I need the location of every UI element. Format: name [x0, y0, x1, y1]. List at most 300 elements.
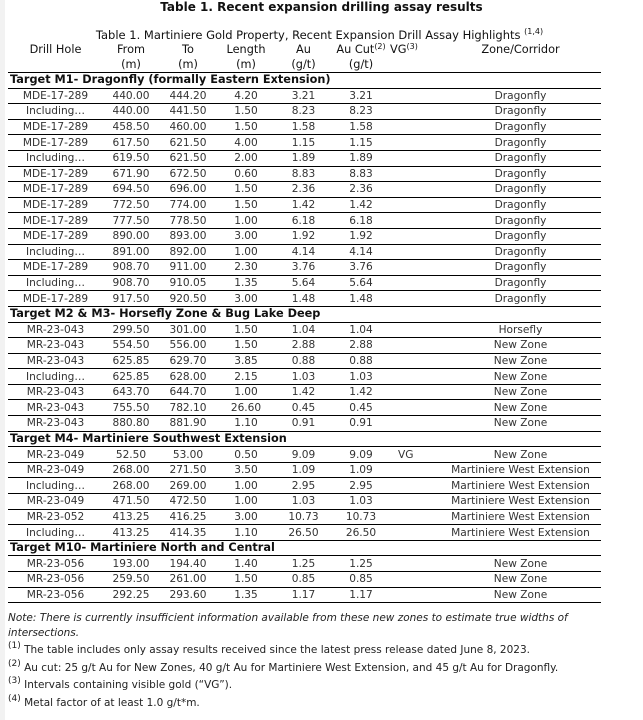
cell-au: 0.85 — [275, 572, 332, 588]
header-row-units — [8, 57, 601, 73]
page-title: Table 1. Recent expansion drilling assay results — [160, 0, 483, 14]
cell-au: 1.58 — [275, 119, 332, 135]
cell-to: 556.00 — [159, 338, 217, 354]
cell-au: 2.95 — [275, 478, 332, 494]
cell-au-cut: 2.95 — [332, 478, 390, 494]
cell-zone: Martiniere West Extension — [440, 509, 601, 525]
au-cut-label: Au Cut — [336, 43, 375, 56]
cell-length: 3.00 — [217, 509, 275, 525]
cell-to: 271.50 — [159, 462, 217, 478]
cell-to: 774.00 — [159, 197, 217, 213]
cell-zone: Dragonfly — [440, 104, 601, 120]
cell-au-cut: 0.91 — [332, 416, 390, 432]
cell-length: 1.00 — [217, 213, 275, 229]
cell-length: 0.60 — [217, 166, 275, 182]
cell-zone: Dragonfly — [440, 135, 601, 151]
cell-au: 26.50 — [275, 525, 332, 541]
footnote-2 — [8, 658, 638, 676]
cell-drill-hole: MR-23-049 — [8, 494, 103, 510]
cell-au: 3.76 — [275, 260, 332, 276]
cell-length: 1.50 — [217, 182, 275, 198]
cell-from: 643.70 — [103, 384, 159, 400]
cell-zone: New Zone — [440, 416, 601, 432]
col-header-to: To — [182, 43, 194, 56]
table-row — [8, 322, 601, 338]
cell-drill-hole: MR-23-056 — [8, 572, 103, 588]
cell-au-cut: 1.15 — [332, 135, 390, 151]
cell-vg — [390, 369, 440, 385]
footnote-text: Intervals containing visible gold (“VG”). — [24, 679, 233, 691]
cell-vg — [390, 150, 440, 166]
cell-au-cut: 1.48 — [332, 291, 390, 307]
cell-au: 8.23 — [275, 104, 332, 120]
vg-sup: (3) — [406, 42, 418, 51]
cell-au-cut: 3.76 — [332, 260, 390, 276]
cell-zone: Dragonfly — [440, 228, 601, 244]
cell-to: 441.50 — [159, 104, 217, 120]
cell-from: 52.50 — [103, 447, 159, 463]
cell-au-cut: 8.83 — [332, 166, 390, 182]
cell-zone: New Zone — [440, 400, 601, 416]
cell-to: 778.50 — [159, 213, 217, 229]
cell-zone: Dragonfly — [440, 260, 601, 276]
cell-au-cut: 1.42 — [332, 384, 390, 400]
cell-vg — [390, 244, 440, 260]
table-row — [8, 182, 601, 198]
cell-zone: Martiniere West Extension — [440, 494, 601, 510]
cell-drill-hole: MR-23-049 — [8, 462, 103, 478]
table-row — [8, 525, 601, 541]
cell-zone: Dragonfly — [440, 150, 601, 166]
cell-vg — [390, 197, 440, 213]
cell-to: 414.35 — [159, 525, 217, 541]
cell-au-cut: 1.04 — [332, 322, 390, 338]
cell-from: 772.50 — [103, 197, 159, 213]
cell-zone: Horsefly — [440, 322, 601, 338]
cell-vg — [390, 494, 440, 510]
cell-au-cut: 8.23 — [332, 104, 390, 120]
cell-from: 268.00 — [103, 462, 159, 478]
cell-vg — [390, 353, 440, 369]
cell-drill-hole: Including… — [8, 244, 103, 260]
table-row — [8, 556, 601, 572]
cell-vg — [390, 166, 440, 182]
cell-au: 1.09 — [275, 462, 332, 478]
cell-vg — [390, 182, 440, 198]
cell-zone: New Zone — [440, 353, 601, 369]
cell-to: 920.50 — [159, 291, 217, 307]
table-row — [8, 197, 601, 213]
table-row — [8, 447, 601, 463]
cell-au: 1.15 — [275, 135, 332, 151]
table-row — [8, 572, 601, 588]
unit-au: (g/t) — [275, 57, 332, 73]
cell-au-cut: 0.45 — [332, 400, 390, 416]
footnote-text: Metal factor of at least 1.0 g/t*m. — [24, 696, 200, 709]
cell-au-cut: 6.18 — [332, 213, 390, 229]
cell-au: 8.83 — [275, 166, 332, 182]
cell-au-cut: 5.64 — [332, 275, 390, 291]
cell-to: 672.50 — [159, 166, 217, 182]
cell-zone: New Zone — [440, 338, 601, 354]
cell-from: 890.00 — [103, 228, 159, 244]
cell-drill-hole: MR-23-043 — [8, 338, 103, 354]
cell-vg — [390, 291, 440, 307]
cell-au: 6.18 — [275, 213, 332, 229]
cell-drill-hole: MDE-17-289 — [8, 213, 103, 229]
assay-table — [8, 42, 601, 603]
cell-zone: Dragonfly — [440, 88, 601, 104]
table-row — [8, 338, 601, 354]
cell-length: 1.00 — [217, 478, 275, 494]
col-header-drill-hole: Drill Hole — [29, 43, 82, 56]
group-header-row — [8, 540, 601, 556]
cell-zone: New Zone — [440, 587, 601, 603]
table-row — [8, 478, 601, 494]
cell-zone: New Zone — [440, 556, 601, 572]
cell-length: 2.00 — [217, 150, 275, 166]
cell-au: 2.88 — [275, 338, 332, 354]
cell-vg — [390, 462, 440, 478]
cell-vg — [390, 509, 440, 525]
cell-from: 891.00 — [103, 244, 159, 260]
cell-vg — [390, 135, 440, 151]
cell-zone: Dragonfly — [440, 119, 601, 135]
cell-au-cut: 2.36 — [332, 182, 390, 198]
cell-from: 413.25 — [103, 525, 159, 541]
cell-from: 440.00 — [103, 88, 159, 104]
table-notes — [8, 611, 638, 710]
cell-au: 1.89 — [275, 150, 332, 166]
cell-from: 619.50 — [103, 150, 159, 166]
cell-drill-hole: MDE-17-289 — [8, 166, 103, 182]
cell-drill-hole: MR-23-043 — [8, 416, 103, 432]
cell-drill-hole: MDE-17-289 — [8, 260, 103, 276]
table-row — [8, 244, 601, 260]
cell-from: 440.00 — [103, 104, 159, 120]
table-row — [8, 104, 601, 120]
cell-zone: Dragonfly — [440, 291, 601, 307]
cell-drill-hole: MDE-17-289 — [8, 197, 103, 213]
cell-au: 10.73 — [275, 509, 332, 525]
cell-zone: Dragonfly — [440, 197, 601, 213]
cell-to: 293.60 — [159, 587, 217, 603]
table-row — [8, 228, 601, 244]
cell-au: 5.64 — [275, 275, 332, 291]
footnote-4 — [8, 693, 638, 711]
cell-to: 621.50 — [159, 150, 217, 166]
cell-from: 268.00 — [103, 478, 159, 494]
cell-drill-hole: MDE-17-289 — [8, 228, 103, 244]
cell-vg — [390, 478, 440, 494]
cell-drill-hole: MDE-17-289 — [8, 291, 103, 307]
footnote-mark: (4) — [8, 693, 21, 704]
table-row — [8, 509, 601, 525]
table-row — [8, 135, 601, 151]
cell-length: 3.50 — [217, 462, 275, 478]
cell-from: 908.70 — [103, 275, 159, 291]
cell-zone: New Zone — [440, 572, 601, 588]
cell-to: 416.25 — [159, 509, 217, 525]
cell-au-cut: 1.42 — [332, 197, 390, 213]
footnote-3 — [8, 678, 638, 693]
cell-zone: Dragonfly — [440, 244, 601, 260]
table-row — [8, 353, 601, 369]
cell-drill-hole: MDE-17-289 — [8, 88, 103, 104]
cell-vg — [390, 400, 440, 416]
cell-length: 1.00 — [217, 494, 275, 510]
cell-to: 910.05 — [159, 275, 217, 291]
footnote-1 — [8, 643, 638, 658]
group-title: Target M4- Martiniere Southwest Extension — [8, 431, 601, 447]
cell-zone: New Zone — [440, 447, 601, 463]
cell-to: 782.10 — [159, 400, 217, 416]
cell-zone: Dragonfly — [440, 182, 601, 198]
cell-length: 1.50 — [217, 104, 275, 120]
footnote-text: Au cut: 25 g/t Au for New Zones, 40 g/t Au for Martiniere West Extension, and 45 g/t Au for Dragonfly. — [24, 661, 559, 674]
cell-length: 0.50 — [217, 447, 275, 463]
cell-au: 1.03 — [275, 369, 332, 385]
cell-length: 2.15 — [217, 369, 275, 385]
group-title: Target M10- Martiniere North and Central — [8, 540, 601, 556]
cell-vg — [390, 275, 440, 291]
cell-vg — [390, 104, 440, 120]
cell-au: 1.04 — [275, 322, 332, 338]
cell-au: 1.42 — [275, 384, 332, 400]
cell-from: 471.50 — [103, 494, 159, 510]
cell-au-cut: 2.88 — [332, 338, 390, 354]
cell-drill-hole: MR-23-043 — [8, 322, 103, 338]
cell-from: 259.50 — [103, 572, 159, 588]
table-row — [8, 260, 601, 276]
cell-au: 1.25 — [275, 556, 332, 572]
cell-vg — [390, 338, 440, 354]
col-header-from: From — [117, 43, 145, 56]
table-row — [8, 384, 601, 400]
cell-au-cut: 1.58 — [332, 119, 390, 135]
cell-zone: Martiniere West Extension — [440, 478, 601, 494]
cell-au-cut: 26.50 — [332, 525, 390, 541]
cell-vg — [390, 322, 440, 338]
cell-au: 0.91 — [275, 416, 332, 432]
cell-from: 777.50 — [103, 213, 159, 229]
cell-length: 1.00 — [217, 384, 275, 400]
group-header-row — [8, 431, 601, 447]
unit-length: (m) — [217, 57, 275, 73]
cell-au-cut: 1.25 — [332, 556, 390, 572]
cell-from: 625.85 — [103, 369, 159, 385]
cell-drill-hole: MR-23-056 — [8, 587, 103, 603]
cell-zone: Martiniere West Extension — [440, 525, 601, 541]
cell-au: 2.36 — [275, 182, 332, 198]
cell-au: 1.17 — [275, 587, 332, 603]
cell-to: 460.00 — [159, 119, 217, 135]
cell-drill-hole: Including… — [8, 369, 103, 385]
cell-length: 2.30 — [217, 260, 275, 276]
unit-to: (m) — [159, 57, 217, 73]
table-row — [8, 587, 601, 603]
cell-drill-hole: MR-23-043 — [8, 353, 103, 369]
cell-to: 269.00 — [159, 478, 217, 494]
cell-to: 892.00 — [159, 244, 217, 260]
cell-to: 444.20 — [159, 88, 217, 104]
table-row — [8, 150, 601, 166]
cell-drill-hole: Including… — [8, 525, 103, 541]
cell-drill-hole: MR-23-052 — [8, 509, 103, 525]
cell-from: 458.50 — [103, 119, 159, 135]
group-title: Target M2 & M3- Horsefly Zone & Bug Lake Deep — [8, 306, 601, 322]
cell-from: 625.85 — [103, 353, 159, 369]
cell-from: 193.00 — [103, 556, 159, 572]
cell-from: 617.50 — [103, 135, 159, 151]
cell-from: 292.25 — [103, 587, 159, 603]
cell-from: 554.50 — [103, 338, 159, 354]
caption-superscript: (1,4) — [524, 27, 544, 36]
cell-length: 3.00 — [217, 291, 275, 307]
cell-vg — [390, 572, 440, 588]
cell-drill-hole: MDE-17-289 — [8, 119, 103, 135]
col-header-au-cut — [332, 42, 390, 57]
footnote-mark: (2) — [8, 658, 21, 669]
cell-drill-hole: MR-23-043 — [8, 384, 103, 400]
cell-to: 628.00 — [159, 369, 217, 385]
group-header-row — [8, 73, 601, 89]
cell-au-cut: 1.17 — [332, 587, 390, 603]
cell-vg — [390, 88, 440, 104]
cell-length: 1.50 — [217, 119, 275, 135]
cell-zone: Dragonfly — [440, 275, 601, 291]
cell-from: 880.80 — [103, 416, 159, 432]
cell-vg: VG — [390, 447, 440, 463]
unit-vg — [390, 57, 440, 73]
cell-vg — [390, 587, 440, 603]
cell-from: 755.50 — [103, 400, 159, 416]
cell-to: 881.90 — [159, 416, 217, 432]
cell-vg — [390, 213, 440, 229]
left-margin-bar — [0, 0, 5, 720]
cell-au: 1.03 — [275, 494, 332, 510]
cell-drill-hole: MR-23-049 — [8, 447, 103, 463]
cell-au-cut: 1.03 — [332, 494, 390, 510]
cell-au-cut: 9.09 — [332, 447, 390, 463]
cell-drill-hole: Including… — [8, 275, 103, 291]
footnote-text: The table includes only assay results received since the latest press release dated June 8, 2023. — [24, 644, 530, 656]
cell-au-cut: 1.92 — [332, 228, 390, 244]
col-header-vg — [390, 42, 440, 57]
cell-to: 911.00 — [159, 260, 217, 276]
col-header-length: Length — [226, 43, 266, 56]
cell-au: 0.45 — [275, 400, 332, 416]
cell-vg — [390, 384, 440, 400]
cell-zone: Dragonfly — [440, 213, 601, 229]
cell-au-cut: 0.85 — [332, 572, 390, 588]
cell-au: 9.09 — [275, 447, 332, 463]
table-row — [8, 369, 601, 385]
cell-vg — [390, 556, 440, 572]
cell-zone: New Zone — [440, 369, 601, 385]
cell-drill-hole: MR-23-056 — [8, 556, 103, 572]
cell-au-cut: 3.21 — [332, 88, 390, 104]
cell-length: 1.50 — [217, 197, 275, 213]
table-row — [8, 275, 601, 291]
cell-length: 1.50 — [217, 572, 275, 588]
cell-length: 1.50 — [217, 322, 275, 338]
cell-length: 4.00 — [217, 135, 275, 151]
caption-text: Table 1. Martiniere Gold Property, Recent Expansion Drill Assay Highlights — [95, 28, 521, 42]
cell-to: 629.70 — [159, 353, 217, 369]
table-row — [8, 462, 601, 478]
table-row — [8, 416, 601, 432]
group-header-row — [8, 306, 601, 322]
cell-drill-hole: MDE-17-289 — [8, 135, 103, 151]
table-row — [8, 88, 601, 104]
footnote-mark: (1) — [8, 641, 21, 651]
cell-au-cut: 1.09 — [332, 462, 390, 478]
table-row — [8, 166, 601, 182]
au-cut-sup: (2) — [374, 42, 386, 51]
table-row — [8, 213, 601, 229]
cell-length: 3.85 — [217, 353, 275, 369]
footnote-mark: (3) — [8, 676, 21, 686]
header-row-1 — [8, 42, 601, 57]
cell-drill-hole: MR-23-043 — [8, 400, 103, 416]
cell-au-cut: 10.73 — [332, 509, 390, 525]
cell-au: 1.48 — [275, 291, 332, 307]
cell-to: 194.40 — [159, 556, 217, 572]
table-row — [8, 494, 601, 510]
cell-drill-hole: MDE-17-289 — [8, 182, 103, 198]
cell-au: 3.21 — [275, 88, 332, 104]
cell-zone: New Zone — [440, 384, 601, 400]
cell-from: 299.50 — [103, 322, 159, 338]
cell-au: 0.88 — [275, 353, 332, 369]
cell-vg — [390, 260, 440, 276]
col-header-zone: Zone/Corridor — [481, 43, 560, 56]
cell-length: 1.35 — [217, 587, 275, 603]
cell-from: 671.90 — [103, 166, 159, 182]
unit-from: (m) — [103, 57, 159, 73]
table-row — [8, 291, 601, 307]
table-body — [8, 73, 601, 603]
table-caption — [38, 28, 601, 42]
cell-au: 1.42 — [275, 197, 332, 213]
cell-drill-hole: Including… — [8, 104, 103, 120]
cell-au-cut: 4.14 — [332, 244, 390, 260]
cell-length: 1.10 — [217, 416, 275, 432]
cell-to: 696.00 — [159, 182, 217, 198]
cell-vg — [390, 228, 440, 244]
cell-to: 53.00 — [159, 447, 217, 463]
cell-length: 1.10 — [217, 525, 275, 541]
cell-to: 644.70 — [159, 384, 217, 400]
cell-vg — [390, 416, 440, 432]
cell-length: 1.50 — [217, 338, 275, 354]
cell-au-cut: 1.03 — [332, 369, 390, 385]
assay-table-container — [8, 28, 601, 603]
cell-drill-hole: Including… — [8, 150, 103, 166]
cell-to: 621.50 — [159, 135, 217, 151]
cell-to: 261.00 — [159, 572, 217, 588]
cell-au: 1.92 — [275, 228, 332, 244]
cell-to: 301.00 — [159, 322, 217, 338]
cell-au-cut: 0.88 — [332, 353, 390, 369]
cell-length: 1.40 — [217, 556, 275, 572]
unit-drill-hole — [8, 57, 103, 73]
cell-vg — [390, 525, 440, 541]
cell-length: 26.60 — [217, 400, 275, 416]
cell-au-cut: 1.89 — [332, 150, 390, 166]
cell-drill-hole: Including… — [8, 478, 103, 494]
